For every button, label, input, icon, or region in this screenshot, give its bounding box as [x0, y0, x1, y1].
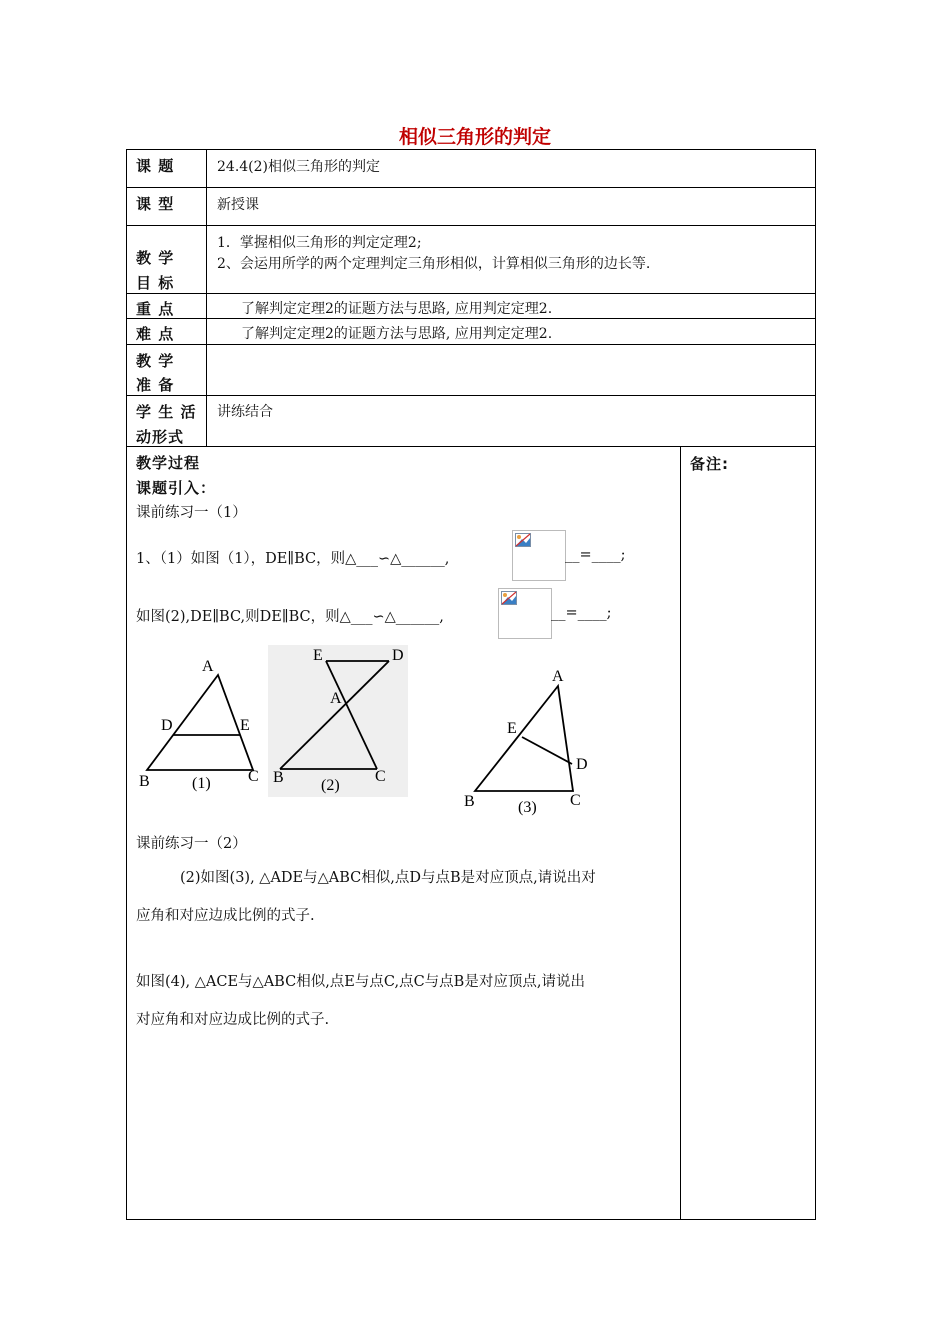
exercise2-title: 课前练习一（2） [136, 836, 247, 852]
notes-label: 备注: [690, 455, 729, 473]
fig1-caption: (1) [192, 775, 211, 792]
prep-label-1: 教 学 [136, 352, 175, 370]
exercise2-para2-line2: 对应角和对应边成比例的式子. [136, 1012, 330, 1028]
fig1-label-c: C [248, 768, 259, 785]
figure-1 [130, 650, 265, 800]
exercise1-line2-text: 如图(2),DE∥BC,则DE∥BC，则△___∽△______, [136, 609, 444, 625]
fig3-label-e: E [507, 720, 517, 737]
fig3-label-d: D [576, 756, 588, 773]
fig3-label-b: B [464, 793, 475, 810]
exercise2-para2-line1: 如图(4), △ACE与△ABC相似,点E与点C,点C与点B是对应顶点,请说出 [136, 974, 585, 990]
topic-value: 24.4(2)相似三角形的判定 [217, 159, 381, 175]
fig3-label-a: A [552, 668, 564, 685]
difficulty-value: 了解判定定理2的证题方法与思路, 应用判定定理2. [241, 326, 553, 342]
broken-image-icon [501, 591, 517, 605]
fig2-label-b: B [273, 769, 284, 786]
activity-value: 讲练结合 [217, 404, 273, 420]
fig1-label-e: E [240, 717, 250, 734]
intro-heading: 课题引入： [136, 479, 217, 497]
figure-2 [268, 645, 408, 797]
page-title: 相似三角形的判定 [398, 126, 551, 148]
fig1-label-a: A [202, 658, 214, 675]
fig2-label-a: A [330, 690, 342, 707]
key-value: 了解判定定理2的证题方法与思路, 应用判定定理2. [241, 301, 553, 317]
exercise1-line1-ratio: __=____; [565, 547, 626, 563]
exercise1-line1-text: 1、（1）如图（1），DE∥BC，则△___∽△______, [136, 551, 450, 567]
fig1-label-d: D [161, 717, 173, 734]
activity-label-2: 动形式 [136, 428, 185, 446]
goals-line-1: 1．掌握相似三角形的判定定理2; [217, 235, 422, 251]
broken-image-2 [498, 588, 552, 639]
exercise2-para1-line2: 应角和对应边成比例的式子. [136, 908, 315, 924]
difficulty-label: 难 点 [136, 325, 175, 343]
key-label: 重 点 [136, 300, 175, 318]
broken-image-1 [512, 530, 566, 581]
goals-line-2: 2、会运用所学的两个定理判定三角形相似，计算相似三角形的边长等. [217, 256, 651, 272]
fig2-label-c: C [375, 768, 386, 785]
type-label: 课 型 [136, 195, 175, 213]
fig1-label-b: B [139, 773, 150, 790]
fig2-caption: (2) [321, 777, 340, 794]
goals-label-1: 教 学 [136, 249, 175, 267]
fig3-label-c: C [570, 792, 581, 809]
fig3-caption: (3) [518, 799, 537, 816]
activity-label-1: 学 生 活 [136, 403, 197, 421]
type-value: 新授课 [217, 197, 259, 213]
figure-3 [455, 660, 605, 820]
exercise2-para1-line1: (2)如图(3), △ADE与△ABC相似,点D与点B是对应顶点,请说出对 [180, 870, 596, 886]
topic-label: 课 题 [136, 157, 175, 175]
process-heading: 教学过程 [136, 454, 201, 472]
fig2-label-e: E [313, 647, 323, 664]
goals-label-2: 目 标 [136, 274, 175, 292]
broken-image-icon [515, 533, 531, 547]
exercise1-title: 课前练习一（1） [136, 505, 247, 521]
exercise1-line2-ratio: __=____; [551, 605, 612, 621]
prep-label-2: 准 备 [136, 376, 175, 394]
fig2-label-d: D [392, 647, 404, 664]
